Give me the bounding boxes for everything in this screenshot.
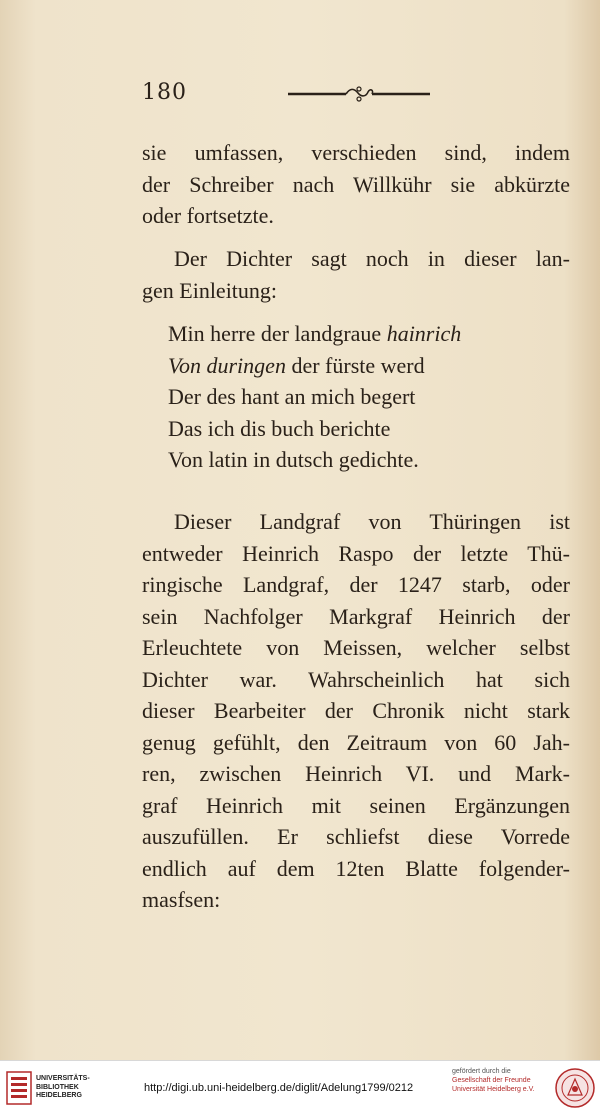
text-line: Dieser Landgraf von Thüringen ist: [174, 509, 570, 534]
permalink[interactable]: http://digi.ub.uni-heidelberg.de/diglit/Adelung1799/0212: [144, 1082, 414, 1094]
text-line: gen Einleitung:: [142, 277, 278, 303]
text-line: der Schreiber nach Willkühr sie abkürzte: [142, 171, 570, 197]
page-number: 180: [142, 80, 187, 105]
paragraph-1: [142, 137, 570, 232]
text-line: Erleuchtete von Meissen, welcher selbst: [142, 635, 570, 660]
sponsor-line: Universität Heidelberg e.V.: [452, 1086, 535, 1093]
text-line: ringische Landgraf, der 1247 starb, oder: [142, 572, 570, 597]
text-line: ren, zwischen Heinrich VI. und Mark-: [142, 761, 570, 786]
library-name: UNIVERSITÄTS- BIBLIOTHEK HEIDELBERG: [36, 1075, 90, 1099]
verse-line: Der des hant an mich begert: [168, 384, 416, 409]
text-line: entweder Heinrich Raspo der letzte Thü-: [142, 540, 570, 566]
verse-quote: [168, 318, 548, 476]
text-line: oder fortsetzte.: [142, 203, 274, 228]
verse-line: Von duringen der fürste werd: [168, 352, 425, 378]
sponsor-label: gefördert durch die: [452, 1068, 511, 1075]
university-seal-icon: [554, 1067, 596, 1109]
sponsor-line: Gesellschaft der Freunde: [452, 1077, 531, 1084]
verse-line: Von latin in dutsch gedichte.: [168, 447, 419, 472]
verse-line: Das ich dis buch berichte: [168, 415, 391, 441]
text-line: graf Heinrich mit seinen Ergänzungen: [142, 792, 570, 818]
text-line: sein Nachfolger Markgraf Heinrich der: [142, 603, 570, 629]
library-logo-icon: [6, 1071, 32, 1105]
text-line: sie umfassen, verschieden sind, indem: [142, 140, 570, 165]
text-line: genug gefühlt, den Zeitraum von 60 Jah-: [142, 729, 570, 755]
text-line: masfsen:: [142, 887, 221, 912]
verse-line: Min herre der landgraue hainrich: [168, 321, 462, 346]
ornament-divider: [288, 84, 430, 104]
digitization-footer: [0, 1060, 600, 1116]
paragraph-3: [142, 506, 570, 916]
text-line: Dichter war. Wahrscheinlich hat sich: [142, 666, 570, 692]
text-line: auszufüllen. Er schliefst diese Vorrede: [142, 824, 570, 849]
sponsor-note: [452, 1067, 535, 1094]
text-line: Der Dichter sagt noch in dieser lan-: [174, 246, 570, 271]
paragraph-2: [142, 243, 570, 306]
text-line: endlich auf dem 12ten Blatte folgender-: [142, 855, 570, 881]
text-line: dieser Bearbeiter der Chronik nicht stark: [142, 698, 570, 723]
